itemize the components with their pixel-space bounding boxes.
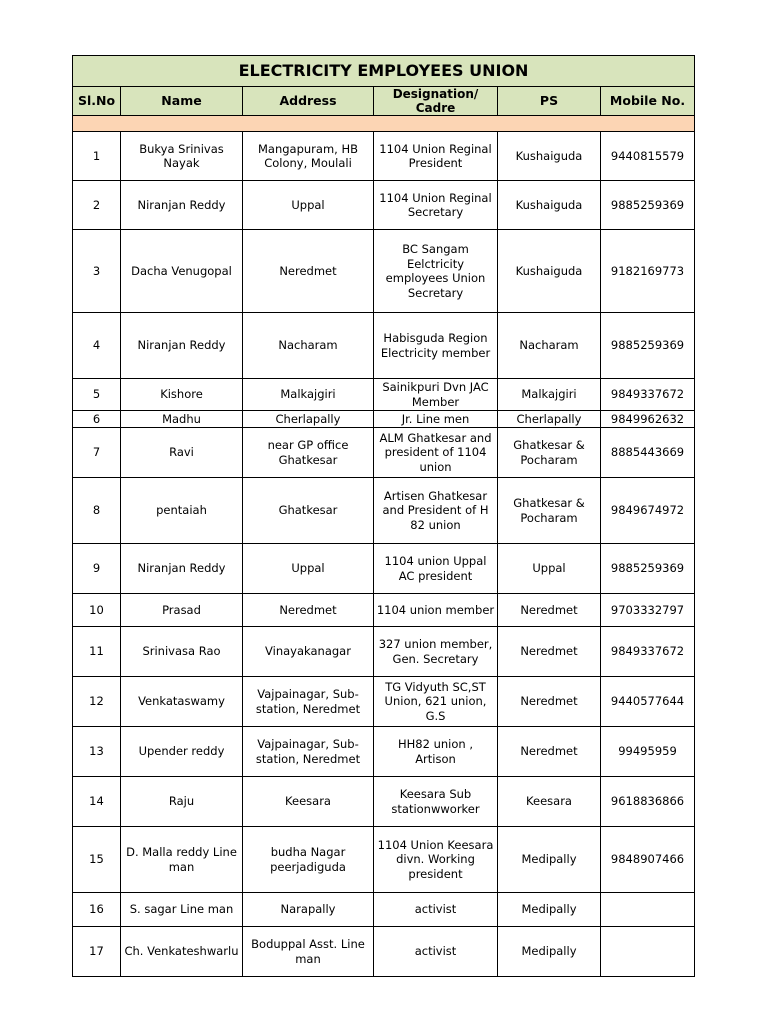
cell-designation: 1104 Union Reginal President <box>374 132 498 181</box>
cell-mobile: 9182169773 <box>601 230 695 313</box>
cell-ps: Cherlapally <box>498 411 601 428</box>
spacer-row <box>73 116 695 132</box>
cell-ps: Uppal <box>498 544 601 594</box>
cell-mobile: 9849962632 <box>601 411 695 428</box>
table-row <box>73 181 695 230</box>
table-row <box>73 132 695 181</box>
cell-ps: Neredmet <box>498 677 601 727</box>
cell-designation: 1104 Union Keesara divn. Working president <box>374 827 498 893</box>
cell-mobile: 9848907466 <box>601 827 695 893</box>
table-row <box>73 428 695 478</box>
table-row <box>73 627 695 677</box>
cell-mobile: 9849674972 <box>601 478 695 544</box>
cell-address: Vajpainagar, Sub-station, Neredmet <box>243 677 374 727</box>
cell-name: Niranjan Reddy <box>121 181 243 230</box>
cell-mobile: 9885259369 <box>601 313 695 379</box>
cell-mobile: 9703332797 <box>601 594 695 627</box>
cell-slno: 10 <box>73 594 121 627</box>
cell-address: Mangapuram, HB Colony, Moulali <box>243 132 374 181</box>
cell-designation: Artisen Ghatkesar and President of H 82 union <box>374 478 498 544</box>
cell-designation: activist <box>374 893 498 927</box>
cell-address: budha Nagar peerjadiguda <box>243 827 374 893</box>
cell-name: pentaiah <box>121 478 243 544</box>
cell-ps: Medipally <box>498 927 601 977</box>
cell-name: Bukya Srinivas Nayak <box>121 132 243 181</box>
cell-designation: TG Vidyuth SC,ST Union, 621 union, G.S <box>374 677 498 727</box>
cell-slno: 7 <box>73 428 121 478</box>
cell-designation: 1104 Union Reginal Secretary <box>374 181 498 230</box>
cell-ps: Kushaiguda <box>498 132 601 181</box>
cell-name: S. sagar Line man <box>121 893 243 927</box>
cell-slno: 5 <box>73 379 121 411</box>
cell-ps: Medipally <box>498 893 601 927</box>
cell-address: Malkajgiri <box>243 379 374 411</box>
cell-name: Ravi <box>121 428 243 478</box>
cell-name: Srinivasa Rao <box>121 627 243 677</box>
header-slno: Sl.No <box>73 87 121 116</box>
cell-address: Cherlapally <box>243 411 374 428</box>
table-row <box>73 594 695 627</box>
cell-mobile: 9849337672 <box>601 379 695 411</box>
table-row <box>73 893 695 927</box>
cell-designation: HH82 union , Artison <box>374 727 498 777</box>
cell-mobile: 9885259369 <box>601 181 695 230</box>
cell-address: Narapally <box>243 893 374 927</box>
cell-name: Raju <box>121 777 243 827</box>
cell-ps: Kushaiguda <box>498 230 601 313</box>
cell-slno: 2 <box>73 181 121 230</box>
cell-address: Neredmet <box>243 594 374 627</box>
cell-designation: 327 union member, Gen. Secretary <box>374 627 498 677</box>
cell-address: Nacharam <box>243 313 374 379</box>
header-ps: PS <box>498 87 601 116</box>
header-mobile: Mobile No. <box>601 87 695 116</box>
cell-designation: 1104 union Uppal AC president <box>374 544 498 594</box>
cell-mobile <box>601 927 695 977</box>
table-body <box>73 132 695 977</box>
cell-mobile: 9618836866 <box>601 777 695 827</box>
cell-ps: Neredmet <box>498 727 601 777</box>
cell-ps: Neredmet <box>498 627 601 677</box>
cell-slno: 3 <box>73 230 121 313</box>
cell-name: Prasad <box>121 594 243 627</box>
cell-address: Ghatkesar <box>243 478 374 544</box>
cell-mobile <box>601 893 695 927</box>
cell-designation: Habisguda Region Electricity member <box>374 313 498 379</box>
cell-slno: 4 <box>73 313 121 379</box>
cell-ps: Malkajgiri <box>498 379 601 411</box>
cell-address: Vinayakanagar <box>243 627 374 677</box>
table-row <box>73 478 695 544</box>
cell-address: Uppal <box>243 544 374 594</box>
cell-mobile: 9849337672 <box>601 627 695 677</box>
table-row <box>73 827 695 893</box>
cell-address: Neredmet <box>243 230 374 313</box>
cell-ps: Medipally <box>498 827 601 893</box>
cell-slno: 13 <box>73 727 121 777</box>
table-row <box>73 313 695 379</box>
cell-slno: 6 <box>73 411 121 428</box>
cell-address: Keesara <box>243 777 374 827</box>
cell-name: Niranjan Reddy <box>121 313 243 379</box>
table-row <box>73 411 695 428</box>
table-row <box>73 677 695 727</box>
table-row <box>73 379 695 411</box>
table-row <box>73 927 695 977</box>
cell-slno: 14 <box>73 777 121 827</box>
cell-address: Boduppal Asst. Line man <box>243 927 374 977</box>
cell-ps: Ghatkesar & Pocharam <box>498 428 601 478</box>
cell-name: Niranjan Reddy <box>121 544 243 594</box>
header-address: Address <box>243 87 374 116</box>
table-row <box>73 544 695 594</box>
cell-slno: 1 <box>73 132 121 181</box>
cell-slno: 11 <box>73 627 121 677</box>
cell-slno: 12 <box>73 677 121 727</box>
cell-slno: 9 <box>73 544 121 594</box>
cell-slno: 15 <box>73 827 121 893</box>
cell-ps: Ghatkesar & Pocharam <box>498 478 601 544</box>
cell-ps: Neredmet <box>498 594 601 627</box>
cell-ps: Nacharam <box>498 313 601 379</box>
cell-designation: Sainikpuri Dvn JAC Member <box>374 379 498 411</box>
cell-mobile: 9440815579 <box>601 132 695 181</box>
cell-mobile: 99495959 <box>601 727 695 777</box>
cell-name: D. Malla reddy Line man <box>121 827 243 893</box>
cell-designation: 1104 union member <box>374 594 498 627</box>
cell-mobile: 9885259369 <box>601 544 695 594</box>
header-row <box>73 87 695 116</box>
employees-table <box>72 55 695 977</box>
cell-name: Dacha Venugopal <box>121 230 243 313</box>
cell-slno: 16 <box>73 893 121 927</box>
cell-name: Kishore <box>121 379 243 411</box>
table-row <box>73 777 695 827</box>
cell-slno: 17 <box>73 927 121 977</box>
cell-ps: Keesara <box>498 777 601 827</box>
table-row <box>73 727 695 777</box>
header-designation: Designation/ Cadre <box>374 87 498 116</box>
cell-name: Madhu <box>121 411 243 428</box>
cell-designation: Jr. Line men <box>374 411 498 428</box>
cell-designation: activist <box>374 927 498 977</box>
header-name: Name <box>121 87 243 116</box>
cell-address: Vajpainagar, Sub-station, Neredmet <box>243 727 374 777</box>
cell-designation: BC Sangam Eelctricity employees Union Secretary <box>374 230 498 313</box>
cell-mobile: 9440577644 <box>601 677 695 727</box>
cell-name: Upender reddy <box>121 727 243 777</box>
cell-address: Uppal <box>243 181 374 230</box>
cell-slno: 8 <box>73 478 121 544</box>
cell-designation: Keesara Sub stationwworker <box>374 777 498 827</box>
cell-name: Ch. Venkateshwarlu <box>121 927 243 977</box>
cell-designation: ALM Ghatkesar and president of 1104 union <box>374 428 498 478</box>
cell-address: near GP office Ghatkesar <box>243 428 374 478</box>
cell-ps: Kushaiguda <box>498 181 601 230</box>
table-row <box>73 230 695 313</box>
table-title: ELECTRICITY EMPLOYEES UNION <box>73 56 695 87</box>
cell-name: Venkataswamy <box>121 677 243 727</box>
cell-mobile: 8885443669 <box>601 428 695 478</box>
